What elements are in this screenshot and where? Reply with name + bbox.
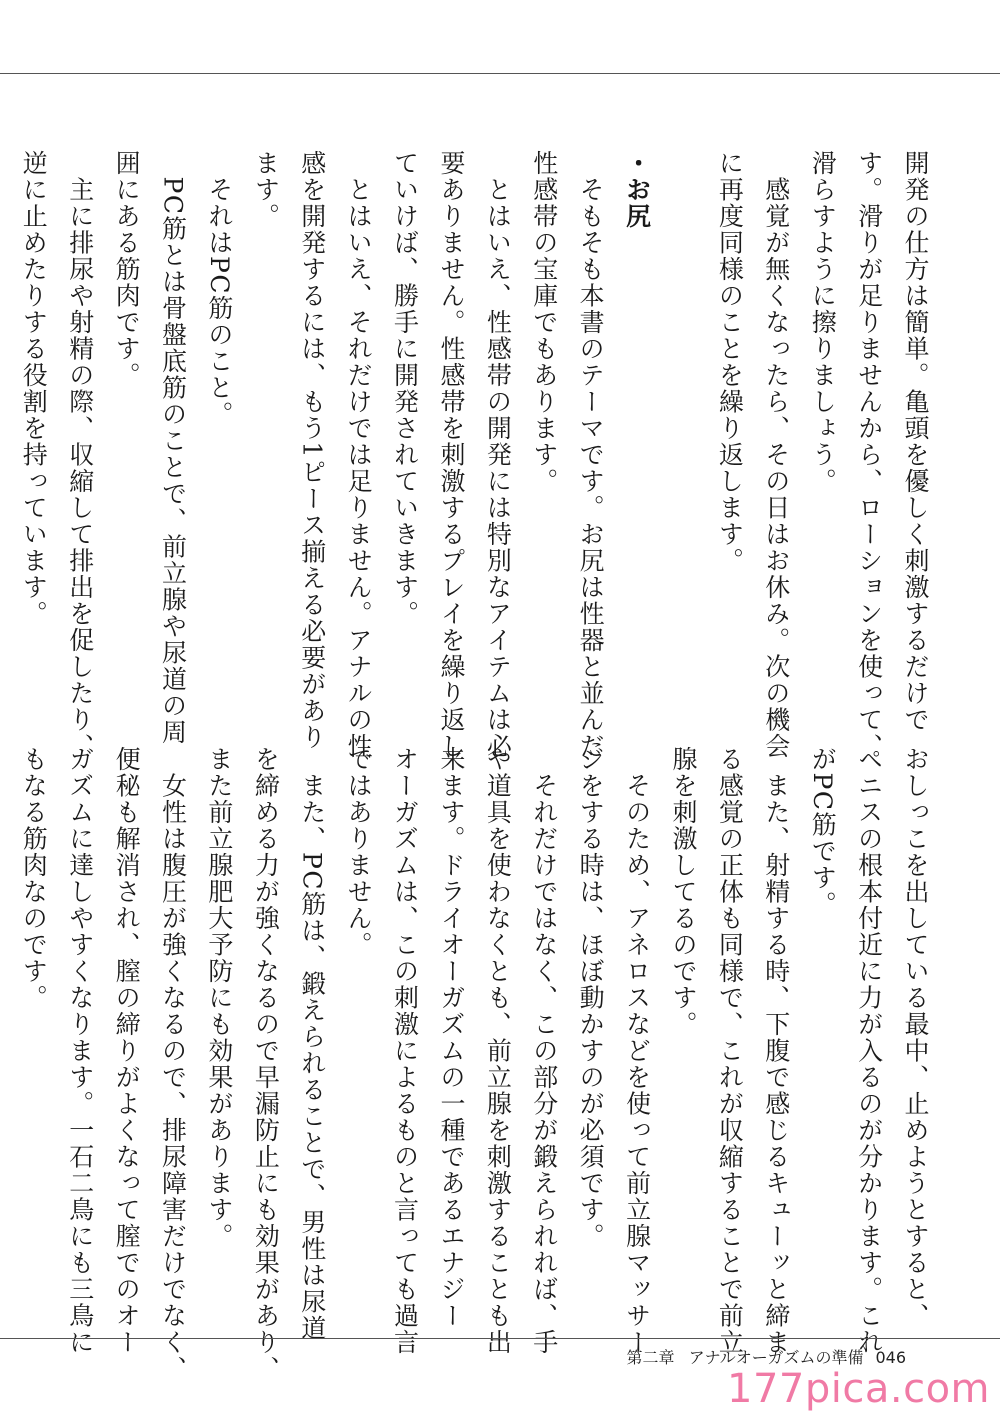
text-line: おしっこを出している最中、止めようとすると、 [901,746,930,1329]
text-line: に再度同様のことを繰り返します。 [715,150,745,574]
chapter-title: アナルオーガズムの準備 [688,1348,864,1367]
text-line: がPC筋です。 [808,746,838,918]
text-line: ペニスの根本付近に力が入るのが分かります。これ [854,746,884,1356]
text-line: ガズムに達しやすくなります。一石二鳥にも三鳥に [65,746,95,1356]
text-line: 主に排尿や射精の際、収縮して排出を促したり、 [65,150,95,760]
text-line: ジをする時は、ほぼ動かすのが必須です。 [576,746,606,1250]
text-line: また、射精する時、下腹で感じるキューッと締ま [761,746,791,1356]
text-line: オーガズムは、この刺激によるものと言っても過言 [390,746,420,1356]
text-line: 感覚が無くなったら、その日はお休み。次の機会 [761,150,791,760]
text-line: 要ありません。性感帯を刺激するプレイを繰り返し [436,150,466,760]
text-line: ではありません。 [344,746,374,958]
text-line: を締める力が強くなるので早漏防止にも効果があり、 [251,746,281,1382]
bottom-rule [0,1338,1000,1339]
text-line: また、PC筋は、鍛えられることで、男性は尿道 [297,746,327,1342]
text-line: す。滑りが足りませんから、ローションを使って、 [854,150,884,760]
text-line: 女性は腹圧が強くなるので、排尿障害だけでなく、 [158,746,188,1382]
text-line: とはいえ、それだけでは足りません。アナルの性 [344,150,374,760]
text-line: とはいえ、性感帯の開発には特別なアイテムは必 [483,150,513,760]
text-line: もなる筋肉なのです。 [19,746,49,1011]
text-line: 腺を刺激してるのです。 [668,746,698,1038]
text-line: 性感帯の宝庫でもあります。 [529,150,559,495]
text-line: ていけば、勝手に開発されていきます。 [390,150,420,627]
page-number: 046 [875,1348,906,1367]
upper-text-block [19,150,938,760]
text-line: 滑らすように擦りましょう。 [808,150,838,495]
top-rule [0,73,1000,74]
text-line: PC筋とは骨盤底筋のことで、前立腺や尿道の周 [158,150,188,746]
text-line: それだけではなく、この部分が鍛えられれば、手 [529,746,559,1356]
chapter-label: 第二章 [626,1348,675,1367]
running-footer [627,1345,906,1368]
text-line: 便秘も解消され、膣の締りがよくなって膣でのオー [112,746,142,1356]
text-line: そもそも本書のテーマです。お尻は性器と並んだ [576,150,606,760]
text-line: 開発の仕方は簡単。亀頭を優しく刺激するだけで [901,150,930,733]
text-line: 囲にある筋肉です。 [112,150,142,389]
text-line: ます。 [251,150,281,230]
text-line: また前立腺肥大予防にも効果があります。 [204,746,234,1250]
section-heading: ・お尻 [622,150,652,230]
text-line: そのため、アネロスなどを使って前立腺マッサー [622,746,652,1356]
text-line: それはPC筋のこと。 [204,150,234,428]
text-line: 逆に止めたりする役割を持っています。 [19,150,49,627]
text-line: 来ます。ドライオーガズムの一種であるエナジー [436,746,466,1329]
text-line [660,150,706,690]
text-line: る感覚の正体も同様で、これが収縮することで前立 [715,746,745,1356]
watermark: 177pica.com [727,1366,990,1412]
text-line: 感を開発するには、もう1ピース揃える必要があり [297,150,327,751]
text-line: や道具を使わなくとも、前立腺を刺激することも出 [483,746,513,1356]
